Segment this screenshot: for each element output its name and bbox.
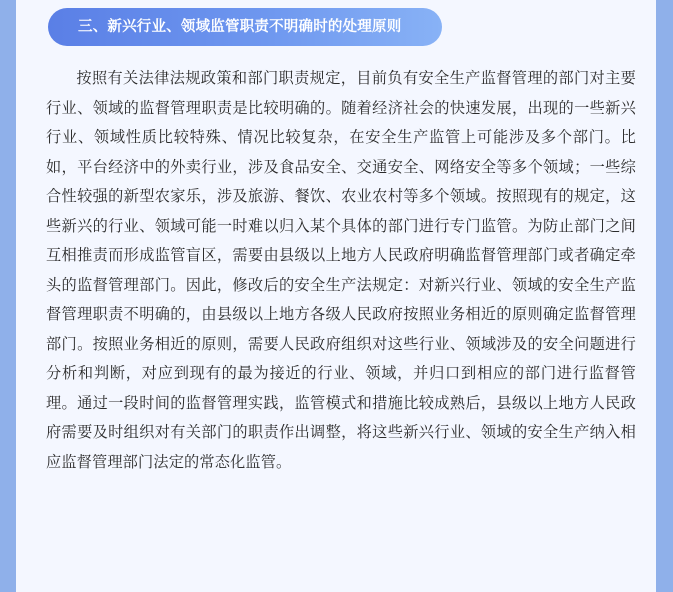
- body-paragraph: 按照有关法律法规政策和部门职责规定，目前负有安全生产监督管理的部门对主要行业、领域的监督管理职责是比较明确的。随着经济社会的快速发展，出现的一些新兴行业、领域性质比较特殊、情况比较复杂，在安全生产监管上可能涉及多个部门。比如，平台经济中的外卖行业，涉及食品安全、交通安全、网络安全等多个领域；一些综合性较强的新型农家乐，涉及旅游、餐饮、农业农村等多个领域。按照现有的规定，这些新兴的行业、领域可能一时难以归入某个具体的部门进行专门监管。为防止部门之间互相推责而形成监管盲区，需要由县级以上地方人民政府明确监督管理部门或者确定牵头的监督管理部门。因此，修改后的安全生产法规定：对新兴行业、领域的安全生产监督管理职责不明确的，由县级以上地方各级人民政府按照业务相近的原则确定监督管理部门。按照业务相近的原则，需要人民政府组织对这些行业、领域涉及的安全问题进行分析和判断，对应到现有的最为接近的行业、领域，并归口到相应的部门进行监督管理。通过一段时间的监督管理实践，监管模式和措施比较成熟后，县级以上地方人民政府需要及时组织对有关部门的职责作出调整，将这些新兴行业、领域的安全生产纳入相应监督管理部门法定的常态化监管。: [46, 69, 636, 471]
- section-heading: 三、新兴行业、领域监管职责不明确时的处理原则: [48, 8, 442, 46]
- content-panel: [16, 0, 656, 592]
